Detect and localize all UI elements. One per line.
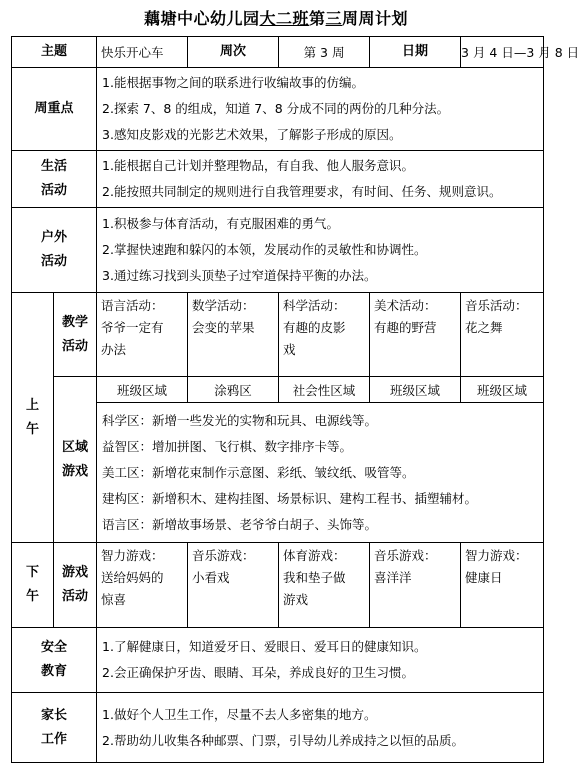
activity-type: 音乐活动：	[465, 298, 528, 313]
game-name-cont: 惊喜	[101, 592, 127, 607]
parents-content	[97, 693, 544, 763]
theme-label: 主题	[12, 37, 97, 68]
life-label-line1: 生活	[41, 159, 68, 174]
game-cell	[188, 543, 279, 628]
parents-label	[12, 693, 97, 763]
list-item: 益智区：增加拼图、飞行棋、数字排序卡等。	[102, 438, 353, 454]
list-item: 3.通过练习找到头顶垫子过窄道保持平衡的办法。	[102, 268, 377, 283]
game-cell	[279, 543, 370, 628]
game-cell	[370, 543, 461, 628]
activity-type: 科学活动：	[283, 298, 346, 313]
date-label: 日期	[370, 37, 461, 68]
game-cell	[461, 543, 544, 628]
morning-label	[12, 293, 54, 543]
game-type: 智力游戏：	[101, 548, 164, 563]
life-content	[97, 151, 544, 208]
morning-teaching-row	[12, 293, 544, 377]
morning-label-line2: 午	[25, 421, 39, 437]
parents-label-line1: 家长	[41, 707, 68, 723]
title-class: 大二班	[259, 9, 309, 28]
activity-name: 有趣的皮影	[283, 320, 346, 335]
title-week-num: 三	[325, 9, 343, 28]
game-name: 我和垫子做	[283, 570, 346, 585]
afternoon-label-line2: 午	[25, 589, 39, 604]
safety-label	[12, 628, 97, 693]
games-label-line1: 游戏	[62, 565, 89, 580]
area-header: 班级区域	[97, 377, 188, 403]
list-item: 语言区：新增故事场景、老爷爷白胡子、头饰等。	[102, 516, 378, 532]
life-label	[12, 151, 97, 208]
list-item: 1.了解健康日，知道爱牙日、爱眼日、爱耳日的健康知识。	[102, 639, 427, 654]
safety-row	[12, 628, 544, 693]
life-row	[12, 151, 544, 208]
list-item: 2.掌握快速跑和躲闪的本领，发展动作的灵敏性和协调性。	[102, 242, 427, 257]
game-cell	[97, 543, 188, 628]
area-header: 涂鸦区	[188, 377, 279, 403]
activity-name-cont: 办法	[101, 342, 127, 357]
activity-name: 花之舞	[465, 320, 503, 335]
list-item: 3.感知皮影戏的光影艺术效果，了解影子形成的原因。	[102, 127, 402, 142]
games-label-line2: 活动	[62, 589, 89, 604]
focus-label: 周重点	[12, 68, 97, 151]
parents-row	[12, 693, 544, 763]
area-header: 班级区域	[461, 377, 544, 403]
title-suffix: 周周计划	[342, 9, 409, 28]
safety-content	[97, 628, 544, 693]
list-item: 1.做好个人卫生工作，尽量不去人多密集的地方。	[102, 706, 377, 722]
outdoor-row	[12, 208, 544, 293]
list-item: 2.探索 7、8 的组成，知道 7、8 分成不同的两份的几种分法。	[102, 101, 450, 116]
teaching-label	[54, 293, 97, 377]
activity-type: 语言活动：	[101, 298, 164, 313]
list-item: 1.积极参与体育活动，有克服困难的勇气。	[102, 216, 339, 231]
list-item: 科学区：新增一些发光的实物和玩具、电源线等。	[102, 412, 378, 428]
area-header: 社会性区域	[279, 377, 370, 403]
game-name: 送给妈妈的	[101, 570, 164, 585]
weekly-plan-table	[11, 36, 579, 763]
title-middle: 第	[308, 9, 326, 28]
teaching-cell	[188, 293, 279, 377]
game-type: 音乐游戏：	[192, 548, 255, 563]
title-prefix: 藕塘中心幼儿园	[143, 9, 260, 28]
afternoon-label	[12, 543, 54, 628]
teaching-label-line2: 活动	[62, 338, 89, 354]
page-title	[0, 6, 552, 29]
teaching-cell	[461, 293, 544, 377]
focus-row	[12, 68, 544, 151]
area-content	[97, 403, 544, 543]
outdoor-label	[12, 208, 97, 293]
morning-label-line1: 上	[25, 397, 39, 413]
afternoon-row	[12, 543, 544, 628]
list-item: 2.能按照共同制定的规则进行自我管理要求，有时间、任务、规则意识。	[102, 184, 502, 199]
week-label: 周次	[188, 37, 279, 68]
teaching-label-line1: 教学	[62, 314, 89, 330]
list-item: 2.会正确保护牙齿、眼睛、耳朵，养成良好的卫生习惯。	[102, 665, 414, 680]
teaching-cell	[97, 293, 188, 377]
focus-content	[97, 68, 544, 151]
games-label	[54, 543, 97, 628]
activity-name: 会变的苹果	[192, 320, 255, 335]
activity-name: 爷爷一定有	[101, 320, 164, 335]
game-name: 健康日	[465, 570, 503, 585]
week-value: 第 3 周	[279, 37, 370, 68]
list-item: 1.能根据自己计划并整理物品，有自我、他人服务意识。	[102, 158, 414, 173]
date-value: 3 月 4 日—3 月 8 日	[461, 37, 544, 68]
game-name: 喜洋洋	[374, 570, 412, 585]
header-row	[12, 37, 544, 68]
activity-name-cont: 戏	[283, 342, 296, 357]
area-label-line2: 游戏	[62, 463, 89, 479]
activity-name: 有趣的野营	[374, 320, 437, 335]
outdoor-label-line2: 活动	[41, 254, 68, 269]
safety-label-line1: 安全	[41, 640, 68, 655]
theme-value: 快乐开心车	[97, 37, 188, 68]
area-label-line1: 区域	[62, 439, 89, 455]
area-header-row	[12, 377, 544, 403]
area-label	[54, 377, 97, 543]
teaching-cell	[370, 293, 461, 377]
life-label-line2: 活动	[41, 183, 68, 198]
game-type: 音乐游戏：	[374, 548, 437, 563]
game-name: 小看戏	[192, 570, 230, 585]
list-item: 建构区：新增积木、建构挂图、场景标识、建构工程书、插塑辅材。	[102, 490, 478, 506]
list-item: 2.帮助幼儿收集各种邮票、门票，引导幼儿养成持之以恒的品质。	[102, 732, 464, 748]
safety-label-line2: 教育	[41, 664, 68, 679]
outdoor-content	[97, 208, 544, 293]
afternoon-label-line1: 下	[25, 565, 39, 580]
area-header: 班级区域	[370, 377, 461, 403]
teaching-cell	[279, 293, 370, 377]
parents-label-line2: 工作	[41, 731, 68, 747]
game-type: 体育游戏：	[283, 548, 346, 563]
activity-type: 美术活动：	[374, 298, 437, 313]
list-item: 1.能根据事物之间的联系进行收编故事的仿编。	[102, 75, 364, 90]
activity-type: 数学活动：	[192, 298, 255, 313]
game-type: 智力游戏：	[465, 548, 528, 563]
list-item: 美工区：新增花束制作示意图、彩纸、皱纹纸、吸管等。	[102, 464, 415, 480]
game-name-cont: 游戏	[283, 592, 309, 607]
outdoor-label-line1: 户外	[41, 230, 68, 245]
